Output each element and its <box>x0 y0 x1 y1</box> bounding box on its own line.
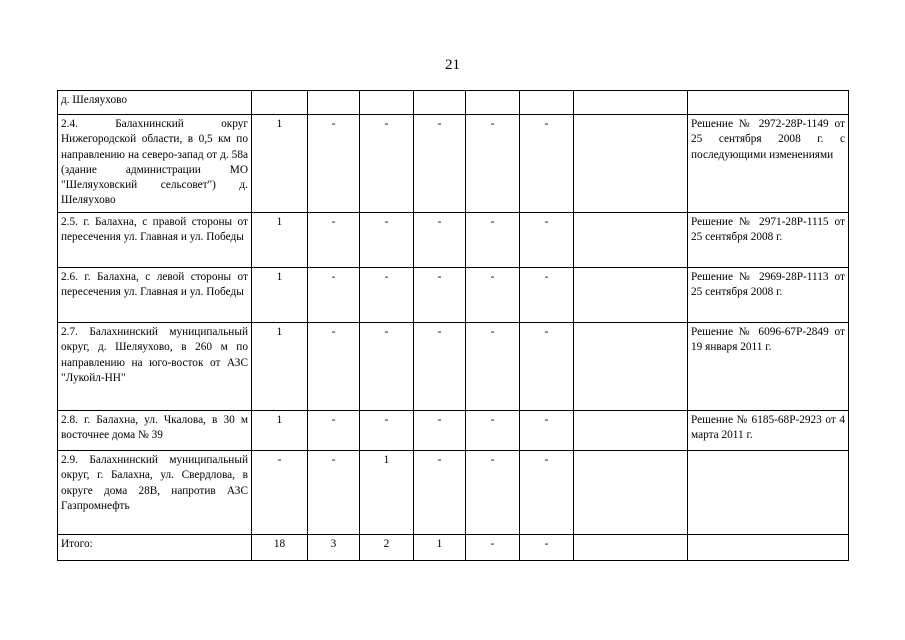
table-row <box>58 115 849 213</box>
count-cell: - <box>308 268 360 323</box>
count-cell: - <box>414 323 466 411</box>
count-cell: - <box>308 213 360 268</box>
count-cell: - <box>414 268 466 323</box>
empty-cell <box>574 451 688 535</box>
registry-table <box>57 90 849 561</box>
empty-cell <box>574 91 688 115</box>
document-cell <box>688 451 849 535</box>
location-cell: 2.8. г. Балахна, ул. Чкалова, в 30 м восточнее дома № 39 <box>58 411 252 451</box>
count-cell: - <box>466 323 520 411</box>
count-cell: - <box>466 268 520 323</box>
count-cell: - <box>360 213 414 268</box>
count-cell: 1 <box>252 323 308 411</box>
total-label: Итого: <box>58 535 252 561</box>
empty-cell <box>574 323 688 411</box>
count-cell: - <box>308 451 360 535</box>
total-count-cell: - <box>520 535 574 561</box>
count-cell: - <box>466 213 520 268</box>
count-cell: - <box>308 115 360 213</box>
count-cell: - <box>414 451 466 535</box>
table-row <box>58 411 849 451</box>
document-cell: Решение № 6185-68Р-2923 от 4 марта 2011 г. <box>688 411 849 451</box>
count-cell: - <box>520 115 574 213</box>
empty-cell <box>574 535 688 561</box>
count-cell: 1 <box>252 268 308 323</box>
count-cell: - <box>360 323 414 411</box>
count-cell: - <box>252 451 308 535</box>
count-cell <box>308 91 360 115</box>
document-cell: Решение № 2972-28Р-1149 от 25 сентября 2008 г. с последующими изменениями <box>688 115 849 213</box>
count-cell <box>414 91 466 115</box>
count-cell <box>252 91 308 115</box>
count-cell: - <box>360 115 414 213</box>
count-cell: - <box>414 213 466 268</box>
count-cell: - <box>414 411 466 451</box>
count-cell: - <box>308 411 360 451</box>
count-cell: - <box>466 115 520 213</box>
count-cell: - <box>414 115 466 213</box>
count-cell: - <box>360 268 414 323</box>
count-cell: - <box>466 411 520 451</box>
count-cell: 1 <box>360 451 414 535</box>
total-count-cell: - <box>466 535 520 561</box>
location-cell: 2.4. Балахнинский округ Нижегородской области, в 0,5 км по направлению на северо-запад от д. 58а (здание администрации МО "Шеляуховский сельсовет") д. Шеляухово <box>58 115 252 213</box>
count-cell: 1 <box>252 213 308 268</box>
location-cell: д. Шеляухово <box>58 91 252 115</box>
count-cell: - <box>520 451 574 535</box>
page-number: 21 <box>445 57 460 73</box>
empty-cell <box>574 268 688 323</box>
count-cell: - <box>520 323 574 411</box>
document-cell <box>688 91 849 115</box>
document-cell: Решение № 2971-28Р-1115 от 25 сентября 2008 г. <box>688 213 849 268</box>
count-cell: - <box>308 323 360 411</box>
count-cell: 1 <box>252 115 308 213</box>
table-row <box>58 213 849 268</box>
count-cell <box>466 91 520 115</box>
count-cell: - <box>466 451 520 535</box>
location-cell: 2.6. г. Балахна, с левой стороны от пересечения ул. Главная и ул. Победы <box>58 268 252 323</box>
total-row <box>58 535 849 561</box>
count-cell: - <box>360 411 414 451</box>
count-cell <box>360 91 414 115</box>
empty-cell <box>574 411 688 451</box>
location-cell: 2.5. г. Балахна, с правой стороны от пересечения ул. Главная и ул. Победы <box>58 213 252 268</box>
table-row <box>58 91 849 115</box>
empty-cell <box>574 115 688 213</box>
document-cell: Решение № 2969-28Р-1113 от 25 сентября 2008 г. <box>688 268 849 323</box>
document-cell <box>688 535 849 561</box>
total-count-cell: 18 <box>252 535 308 561</box>
empty-cell <box>574 213 688 268</box>
count-cell: 1 <box>252 411 308 451</box>
location-cell: 2.7. Балахнинский муниципальный округ, д. Шеляухово, в 260 м по направлению на юго-восток от АЗС "Лукойл-НН" <box>58 323 252 411</box>
table-row <box>58 323 849 411</box>
location-cell: 2.9. Балахнинский муниципальный округ, г. Балахна, ул. Свердлова, в округе дома 28В, напротив АЗС Газпромнефть <box>58 451 252 535</box>
table-row <box>58 268 849 323</box>
count-cell <box>520 91 574 115</box>
count-cell: - <box>520 268 574 323</box>
table-row <box>58 451 849 535</box>
count-cell: - <box>520 411 574 451</box>
document-cell: Решение № 6096-67Р-2849 от 19 января 2011 г. <box>688 323 849 411</box>
total-count-cell: 3 <box>308 535 360 561</box>
total-count-cell: 2 <box>360 535 414 561</box>
count-cell: - <box>520 213 574 268</box>
total-count-cell: 1 <box>414 535 466 561</box>
